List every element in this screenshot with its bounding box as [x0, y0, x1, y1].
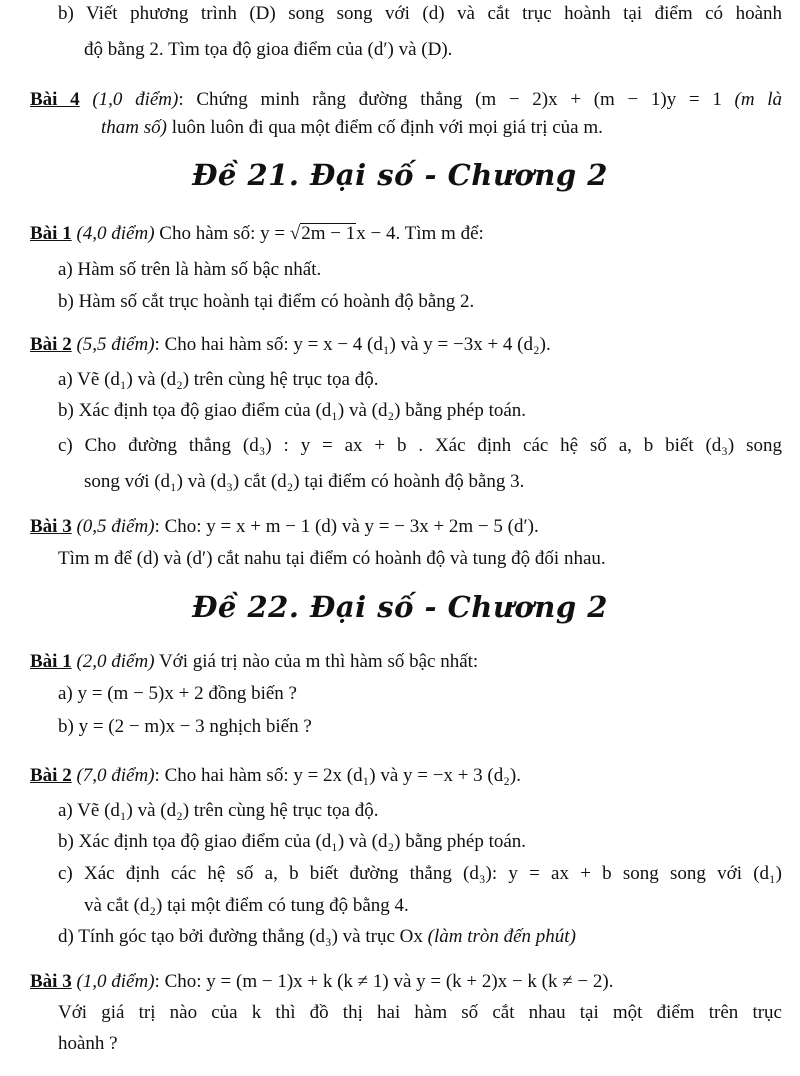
bai4-score: (1,0 điểm) [92, 89, 179, 110]
de21-title: Đề 21. Đại số - Chương 2 [192, 158, 608, 192]
top-b-line2: độ bằng 2. Tìm tọa độ gioa điểm của (d′) và (D). [84, 39, 453, 60]
de21-bai2-a: a) Vẽ (d₁) và (d₂) trên cùng hệ trục tọa độ. [58, 369, 379, 390]
de21-bai2-line: Bài 2 (5,5 điểm): Cho hai hàm số: y = x − 4 (d₁) và y = −3x + 4 (d₂). [30, 334, 551, 355]
de22-bai3-line: Bài 3 (1,0 điểm): Cho: y = (m − 1)x + k (k ≠ 1) và y = (k + 2)x − k (k ≠ − 2). [30, 971, 614, 992]
de22-bai3-line2: Với giá trị nào của k thì đồ thị hai hàm số cắt nhau tại một điểm trên trục [58, 1002, 782, 1023]
de21-bai2-c-line2: song với (d₁) và (d₃) cắt (d₂) tại điểm có hoành độ bằng 3. [84, 471, 525, 492]
de22-title: Đề 22. Đại số - Chương 2 [192, 590, 608, 624]
de21-bai3-line2: Tìm m để (d) và (d′) cắt nahu tại điểm có hoành độ và tung độ đối nhau. [58, 548, 606, 569]
de21-bai2-c-line1: c) Cho đường thẳng (d₃) : y = ax + b . Xác định các hệ số a, b biết (d₃) song [58, 435, 782, 456]
bai4-equation: (m − 2)x + (m − 1)y = 1 [475, 89, 722, 110]
bai4-label: Bài 4 [30, 89, 80, 110]
de21-bai1-a: a) Hàm số trên là hàm số bậc nhất. [58, 259, 322, 280]
de22-bai2-c-line2: và cắt (d₂) tại một điểm có tung độ bằng 4. [84, 895, 409, 916]
de22-bai2-d: d) Tính góc tạo bởi đường thẳng (d₃) và trục Ox (làm tròn đến phút) [58, 926, 576, 947]
de21-bai1-b: b) Hàm số cắt trục hoành tại điểm có hoành độ bằng 2. [58, 291, 475, 312]
de22-bai2-line: Bài 2 (7,0 điểm): Cho hai hàm số: y = 2x (d₁) và y = −x + 3 (d₂). [30, 765, 521, 786]
de22-bai2-b: b) Xác định tọa độ giao điểm của (d₁) và (d₂) bằng phép toán. [58, 831, 527, 852]
de22-bai3-line3: hoành ? [58, 1033, 118, 1054]
de21-bai2-b: b) Xác định tọa độ giao điểm của (d₁) và (d₂) bằng phép toán. [58, 400, 527, 421]
top-b-line1: b) Viết phương trình (D) song song với (d) và cắt trục hoành tại điểm có hoành [58, 3, 782, 24]
de21-bai3-line: Bài 3 (0,5 điểm): Cho: y = x + m − 1 (d) và y = − 3x + 2m − 5 (d′). [30, 516, 539, 537]
bai4-line2: tham số) luôn luôn đi qua một điểm cố định với mọi giá trị của m. [101, 117, 603, 138]
de22-bai1-line: Bài 1 (2,0 điểm) Với giá trị nào của m thì hàm số bậc nhất: [30, 651, 479, 672]
de22-bai2-a: a) Vẽ (d₁) và (d₂) trên cùng hệ trục tọa độ. [58, 800, 379, 821]
bai4-line1: Bài 4 (1,0 điểm): Chứng minh rằng đường thẳng (m − 2)x + (m − 1)y = 1 (m là [30, 89, 783, 110]
de22-bai1-b: b) y = (2 − m)x − 3 nghịch biến ? [58, 716, 312, 737]
de22-bai1-a: a) y = (m − 5)x + 2 đồng biến ? [58, 683, 297, 704]
de22-bai2-c-line1: c) Xác định các hệ số a, b biết đường thẳng (d₃): y = ax + b song song với (d₁) [58, 863, 782, 884]
de21-bai1-line: Bài 1 (4,0 điểm) Cho hàm số: y = √2m − 1x − 4. Tìm m để: [30, 223, 484, 244]
radical-expression: 2m − 1 [301, 223, 356, 244]
